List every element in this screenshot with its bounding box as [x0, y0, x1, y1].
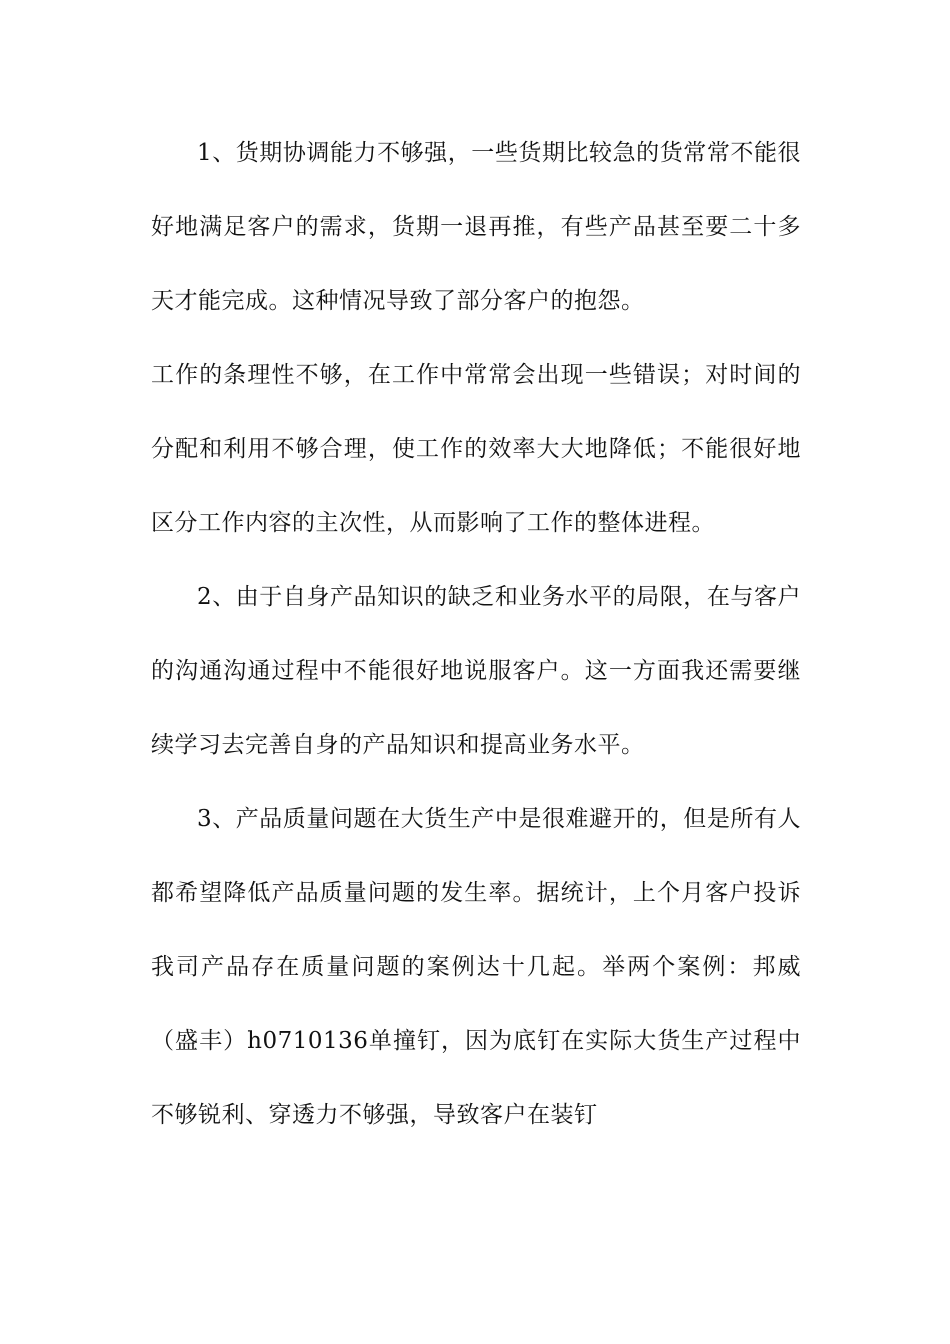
- document-body: [151, 116, 801, 1152]
- paragraph-3: 2、由于自身产品知识的缺乏和业务水平的局限，在与客户的沟通沟通过程中不能很好地说服客户。这一方面我还需要继续学习去完善自身的产品知识和提高业务水平。: [151, 584, 801, 758]
- paragraph-4: 3、产品质量问题在大货生产中是很难避开的，但是所有人都希望降低产品质量问题的发生率。据统计，上个月客户投诉我司产品存在质量问题的案例达十几起。举两个案例：邦威（盛丰）h0710136单撞钉，因为底钉在实际大货生产过程中不够锐利、穿透力不够强，导致客户在装钉: [151, 806, 801, 1128]
- paragraph-2: 工作的条理性不够，在工作中常常会出现一些错误；对时间的分配和利用不够合理，使工作的效率大大地降低；不能很好地区分工作内容的主次性，从而影响了工作的整体进程。: [151, 362, 801, 536]
- paragraph-1: 1、货期协调能力不够强，一些货期比较急的货常常不能很好地满足客户的需求，货期一退再推，有些产品甚至要二十多天才能完成。这种情况导致了部分客户的抱怨。: [151, 140, 801, 314]
